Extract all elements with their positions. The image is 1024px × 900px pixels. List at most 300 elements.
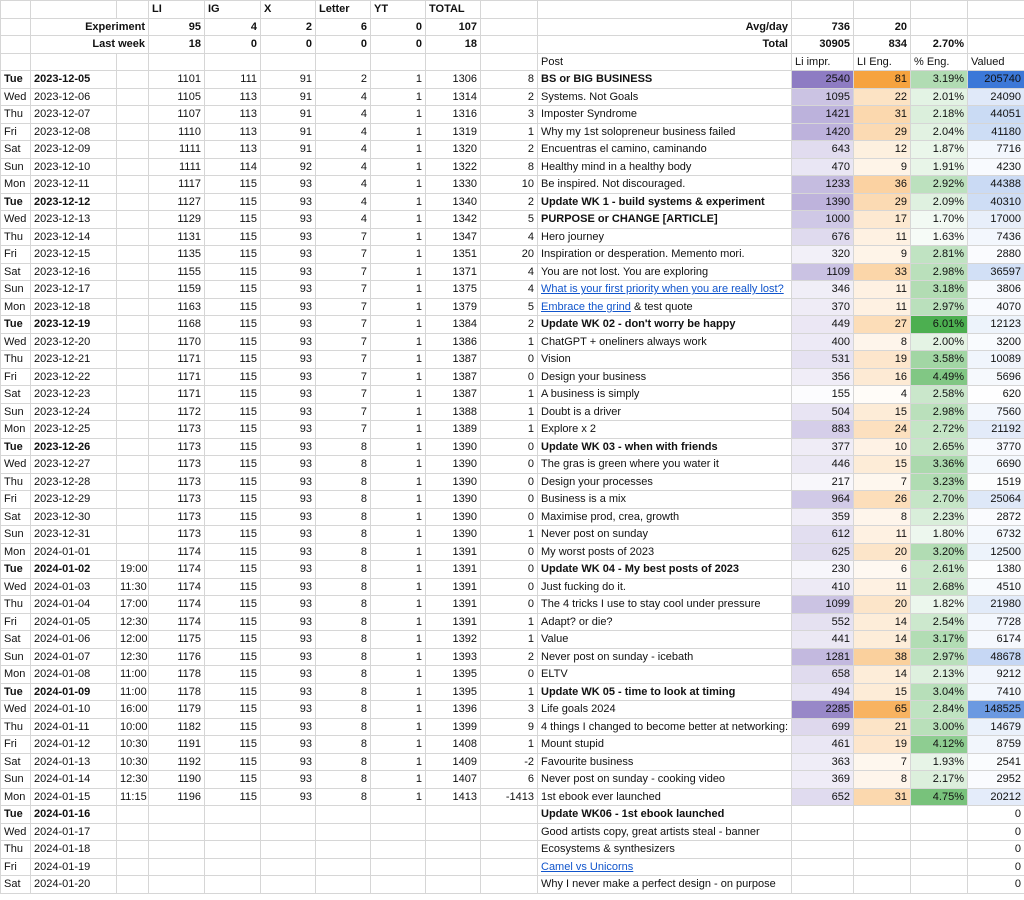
total-impr[interactable]: 30905 xyxy=(792,36,854,54)
letter-cell[interactable]: 7 xyxy=(316,333,371,351)
impr-cell[interactable]: 449 xyxy=(792,316,854,334)
ig-cell[interactable] xyxy=(205,823,261,841)
post-cell[interactable] xyxy=(538,263,792,281)
last-week-yt[interactable]: 0 xyxy=(371,36,426,54)
day-cell[interactable]: Fri xyxy=(1,491,31,509)
total-cell[interactable]: 1413 xyxy=(426,788,481,806)
post-cell[interactable] xyxy=(538,613,792,631)
valued-cell[interactable]: 0 xyxy=(968,823,1024,841)
ig-cell[interactable]: 115 xyxy=(205,561,261,579)
total-cell[interactable]: 1407 xyxy=(426,771,481,789)
impr-cell[interactable]: 531 xyxy=(792,351,854,369)
yt-cell[interactable]: 1 xyxy=(371,771,426,789)
day-cell[interactable]: Tue xyxy=(1,71,31,89)
cell[interactable] xyxy=(481,18,538,36)
date-cell[interactable]: 2023-12-24 xyxy=(31,403,117,421)
delta-cell[interactable]: 2 xyxy=(481,141,538,159)
col-header-x[interactable]: X xyxy=(261,1,316,19)
day-cell[interactable]: Sun xyxy=(1,403,31,421)
letter-cell[interactable]: 8 xyxy=(316,438,371,456)
eng-cell[interactable]: 14 xyxy=(854,631,911,649)
time-cell[interactable] xyxy=(117,158,149,176)
x-cell[interactable]: 93 xyxy=(261,683,316,701)
ig-cell[interactable]: 115 xyxy=(205,683,261,701)
total-cell[interactable]: 1340 xyxy=(426,193,481,211)
time-cell[interactable] xyxy=(117,333,149,351)
delta-cell[interactable]: 1 xyxy=(481,386,538,404)
delta-cell[interactable]: 4 xyxy=(481,228,538,246)
letter-cell[interactable]: 8 xyxy=(316,788,371,806)
day-cell[interactable]: Wed xyxy=(1,701,31,719)
x-cell[interactable]: 93 xyxy=(261,176,316,194)
col-header-ig[interactable]: IG xyxy=(205,1,261,19)
post-cell[interactable] xyxy=(538,491,792,509)
post-cell[interactable] xyxy=(538,648,792,666)
day-cell[interactable]: Sat xyxy=(1,876,31,894)
total-cell[interactable]: 1306 xyxy=(426,71,481,89)
impr-cell[interactable]: 625 xyxy=(792,543,854,561)
pct-cell[interactable]: 3.36% xyxy=(911,456,968,474)
eng-cell[interactable]: 7 xyxy=(854,753,911,771)
total-cell[interactable]: 1390 xyxy=(426,456,481,474)
total-cell[interactable]: 1409 xyxy=(426,753,481,771)
ig-cell[interactable] xyxy=(205,876,261,894)
cell[interactable] xyxy=(316,53,371,71)
letter-cell[interactable] xyxy=(316,858,371,876)
day-cell[interactable]: Fri xyxy=(1,246,31,264)
day-cell[interactable]: Sat xyxy=(1,141,31,159)
yt-cell[interactable]: 1 xyxy=(371,263,426,281)
impr-cell[interactable]: 1233 xyxy=(792,176,854,194)
valued-cell[interactable]: 12123 xyxy=(968,316,1024,334)
col-header-pct[interactable]: % Eng. xyxy=(911,53,968,71)
yt-cell[interactable]: 1 xyxy=(371,578,426,596)
post-link[interactable]: What is your first priority when you are really lost? xyxy=(541,283,784,296)
impr-cell[interactable]: 363 xyxy=(792,753,854,771)
day-cell[interactable]: Wed xyxy=(1,211,31,229)
ig-cell[interactable]: 115 xyxy=(205,438,261,456)
ig-cell[interactable]: 115 xyxy=(205,263,261,281)
yt-cell[interactable]: 1 xyxy=(371,631,426,649)
delta-cell[interactable]: -2 xyxy=(481,753,538,771)
impr-cell[interactable]: 377 xyxy=(792,438,854,456)
date-cell[interactable]: 2023-12-26 xyxy=(31,438,117,456)
letter-cell[interactable]: 4 xyxy=(316,193,371,211)
letter-cell[interactable] xyxy=(316,841,371,859)
ig-cell[interactable]: 115 xyxy=(205,753,261,771)
li-cell[interactable]: 1131 xyxy=(149,228,205,246)
li-cell[interactable]: 1178 xyxy=(149,683,205,701)
total-cell[interactable]: 1391 xyxy=(426,543,481,561)
post-cell[interactable] xyxy=(538,771,792,789)
post-cell[interactable] xyxy=(538,316,792,334)
pct-cell[interactable]: 2.00% xyxy=(911,333,968,351)
date-cell[interactable]: 2023-12-10 xyxy=(31,158,117,176)
pct-cell[interactable]: 4.49% xyxy=(911,368,968,386)
yt-cell[interactable]: 1 xyxy=(371,106,426,124)
cell[interactable] xyxy=(205,53,261,71)
cell[interactable] xyxy=(481,53,538,71)
pct-cell[interactable]: 3.18% xyxy=(911,281,968,299)
time-cell[interactable] xyxy=(117,106,149,124)
li-cell[interactable]: 1182 xyxy=(149,718,205,736)
ig-cell[interactable]: 115 xyxy=(205,491,261,509)
post-link[interactable]: Camel vs Unicorns xyxy=(541,860,634,873)
impr-cell[interactable]: 2285 xyxy=(792,701,854,719)
last-week-ig[interactable]: 0 xyxy=(205,36,261,54)
cell[interactable] xyxy=(117,1,149,19)
impr-cell[interactable]: 643 xyxy=(792,141,854,159)
li-cell[interactable] xyxy=(149,841,205,859)
impr-cell[interactable]: 612 xyxy=(792,526,854,544)
post-cell[interactable] xyxy=(538,736,792,754)
x-cell[interactable] xyxy=(261,876,316,894)
day-cell[interactable]: Mon xyxy=(1,666,31,684)
impr-cell[interactable]: 1421 xyxy=(792,106,854,124)
valued-cell[interactable]: 0 xyxy=(968,858,1024,876)
ig-cell[interactable]: 115 xyxy=(205,543,261,561)
letter-cell[interactable]: 7 xyxy=(316,263,371,281)
valued-cell[interactable]: 2952 xyxy=(968,771,1024,789)
day-cell[interactable]: Wed xyxy=(1,333,31,351)
yt-cell[interactable]: 1 xyxy=(371,403,426,421)
day-cell[interactable]: Fri xyxy=(1,613,31,631)
eng-cell[interactable]: 29 xyxy=(854,123,911,141)
delta-cell[interactable]: 0 xyxy=(481,473,538,491)
total-cell[interactable]: 1351 xyxy=(426,246,481,264)
yt-cell[interactable]: 1 xyxy=(371,316,426,334)
experiment-yt[interactable]: 0 xyxy=(371,18,426,36)
delta-cell[interactable]: -1413 xyxy=(481,788,538,806)
delta-cell[interactable]: 0 xyxy=(481,596,538,614)
pct-cell[interactable]: 1.70% xyxy=(911,211,968,229)
date-cell[interactable]: 2024-01-14 xyxy=(31,771,117,789)
pct-cell[interactable]: 2.72% xyxy=(911,421,968,439)
impr-cell[interactable]: 320 xyxy=(792,246,854,264)
total-cell[interactable] xyxy=(426,823,481,841)
date-cell[interactable]: 2023-12-25 xyxy=(31,421,117,439)
x-cell[interactable]: 93 xyxy=(261,491,316,509)
li-cell[interactable]: 1135 xyxy=(149,246,205,264)
eng-cell[interactable]: 7 xyxy=(854,473,911,491)
col-header-post[interactable]: Post xyxy=(538,53,792,71)
eng-cell[interactable]: 65 xyxy=(854,701,911,719)
col-header-total[interactable]: TOTAL xyxy=(426,1,481,19)
date-cell[interactable]: 2023-12-31 xyxy=(31,526,117,544)
time-cell[interactable]: 12:30 xyxy=(117,613,149,631)
total-cell[interactable] xyxy=(426,876,481,894)
post-cell[interactable] xyxy=(538,193,792,211)
delta-cell[interactable]: 20 xyxy=(481,246,538,264)
impr-cell[interactable] xyxy=(792,841,854,859)
delta-cell[interactable]: 3 xyxy=(481,106,538,124)
pct-cell[interactable]: 2.09% xyxy=(911,193,968,211)
impr-cell[interactable] xyxy=(792,823,854,841)
li-cell[interactable]: 1159 xyxy=(149,281,205,299)
day-cell[interactable]: Sun xyxy=(1,648,31,666)
eng-cell[interactable]: 20 xyxy=(854,543,911,561)
valued-cell[interactable]: 205740 xyxy=(968,71,1024,89)
delta-cell[interactable]: 0 xyxy=(481,508,538,526)
letter-cell[interactable]: 8 xyxy=(316,736,371,754)
post-cell[interactable] xyxy=(538,71,792,89)
pct-cell[interactable]: 1.63% xyxy=(911,228,968,246)
pct-cell[interactable]: 1.93% xyxy=(911,753,968,771)
x-cell[interactable]: 93 xyxy=(261,333,316,351)
total-cell[interactable]: 1342 xyxy=(426,211,481,229)
time-cell[interactable] xyxy=(117,71,149,89)
li-cell[interactable]: 1196 xyxy=(149,788,205,806)
col-header-yt[interactable]: YT xyxy=(371,1,426,19)
letter-cell[interactable] xyxy=(316,823,371,841)
time-cell[interactable]: 19:00 xyxy=(117,561,149,579)
valued-cell[interactable]: 44388 xyxy=(968,176,1024,194)
post-cell[interactable] xyxy=(538,158,792,176)
pct-cell[interactable]: 2.04% xyxy=(911,123,968,141)
day-cell[interactable]: Tue xyxy=(1,438,31,456)
x-cell[interactable]: 93 xyxy=(261,508,316,526)
valued-cell[interactable]: 25064 xyxy=(968,491,1024,509)
x-cell[interactable]: 93 xyxy=(261,456,316,474)
pct-cell[interactable]: 2.58% xyxy=(911,386,968,404)
li-cell[interactable]: 1171 xyxy=(149,386,205,404)
post-cell[interactable] xyxy=(538,246,792,264)
impr-cell[interactable]: 676 xyxy=(792,228,854,246)
ig-cell[interactable]: 115 xyxy=(205,421,261,439)
day-cell[interactable]: Wed xyxy=(1,578,31,596)
post-cell[interactable] xyxy=(538,806,792,824)
eng-cell[interactable]: 31 xyxy=(854,788,911,806)
ig-cell[interactable]: 115 xyxy=(205,228,261,246)
letter-cell[interactable]: 7 xyxy=(316,246,371,264)
li-cell[interactable] xyxy=(149,823,205,841)
pct-cell[interactable] xyxy=(911,876,968,894)
total-eng[interactable]: 834 xyxy=(854,36,911,54)
x-cell[interactable]: 93 xyxy=(261,438,316,456)
eng-cell[interactable]: 11 xyxy=(854,298,911,316)
delta-cell[interactable]: 2 xyxy=(481,316,538,334)
eng-cell[interactable]: 8 xyxy=(854,333,911,351)
yt-cell[interactable]: 1 xyxy=(371,421,426,439)
li-cell[interactable]: 1170 xyxy=(149,333,205,351)
yt-cell[interactable]: 1 xyxy=(371,666,426,684)
yt-cell[interactable]: 1 xyxy=(371,718,426,736)
time-cell[interactable] xyxy=(117,386,149,404)
x-cell[interactable]: 91 xyxy=(261,106,316,124)
valued-cell[interactable]: 2541 xyxy=(968,753,1024,771)
valued-cell[interactable]: 10089 xyxy=(968,351,1024,369)
letter-cell[interactable]: 7 xyxy=(316,316,371,334)
valued-cell[interactable]: 36597 xyxy=(968,263,1024,281)
day-cell[interactable]: Sat xyxy=(1,753,31,771)
post-cell[interactable] xyxy=(538,543,792,561)
valued-cell[interactable]: 148525 xyxy=(968,701,1024,719)
yt-cell[interactable]: 1 xyxy=(371,123,426,141)
valued-cell[interactable]: 6690 xyxy=(968,456,1024,474)
x-cell[interactable]: 92 xyxy=(261,158,316,176)
delta-cell[interactable]: 6 xyxy=(481,771,538,789)
x-cell[interactable] xyxy=(261,806,316,824)
day-cell[interactable]: Wed xyxy=(1,88,31,106)
day-cell[interactable]: Sat xyxy=(1,386,31,404)
impr-cell[interactable]: 1095 xyxy=(792,88,854,106)
ig-cell[interactable]: 115 xyxy=(205,701,261,719)
letter-cell[interactable]: 7 xyxy=(316,368,371,386)
yt-cell[interactable]: 1 xyxy=(371,753,426,771)
total-cell[interactable]: 1391 xyxy=(426,578,481,596)
total-cell[interactable]: 1387 xyxy=(426,368,481,386)
cell[interactable] xyxy=(149,53,205,71)
post-cell[interactable] xyxy=(538,753,792,771)
valued-cell[interactable]: 7410 xyxy=(968,683,1024,701)
letter-cell[interactable]: 8 xyxy=(316,631,371,649)
day-cell[interactable]: Sun xyxy=(1,526,31,544)
total-cell[interactable]: 1387 xyxy=(426,386,481,404)
day-cell[interactable]: Sat xyxy=(1,263,31,281)
x-cell[interactable]: 93 xyxy=(261,281,316,299)
eng-cell[interactable]: 14 xyxy=(854,666,911,684)
eng-cell[interactable]: 4 xyxy=(854,386,911,404)
time-cell[interactable] xyxy=(117,421,149,439)
li-cell[interactable]: 1172 xyxy=(149,403,205,421)
impr-cell[interactable]: 552 xyxy=(792,613,854,631)
yt-cell[interactable]: 1 xyxy=(371,438,426,456)
ig-cell[interactable]: 115 xyxy=(205,771,261,789)
pct-cell[interactable]: 2.01% xyxy=(911,88,968,106)
yt-cell[interactable]: 1 xyxy=(371,368,426,386)
pct-cell[interactable]: 2.81% xyxy=(911,246,968,264)
time-cell[interactable] xyxy=(117,823,149,841)
time-cell[interactable] xyxy=(117,456,149,474)
time-cell[interactable] xyxy=(117,246,149,264)
impr-cell[interactable]: 1390 xyxy=(792,193,854,211)
total-cell[interactable]: 1391 xyxy=(426,596,481,614)
delta-cell[interactable]: 1 xyxy=(481,683,538,701)
li-cell[interactable]: 1168 xyxy=(149,316,205,334)
pct-cell[interactable]: 2.18% xyxy=(911,106,968,124)
impr-cell[interactable]: 370 xyxy=(792,298,854,316)
x-cell[interactable]: 93 xyxy=(261,403,316,421)
ig-cell[interactable]: 115 xyxy=(205,386,261,404)
impr-cell[interactable]: 1281 xyxy=(792,648,854,666)
col-header-letter[interactable]: Letter xyxy=(316,1,371,19)
x-cell[interactable] xyxy=(261,841,316,859)
valued-cell[interactable]: 7716 xyxy=(968,141,1024,159)
x-cell[interactable]: 93 xyxy=(261,561,316,579)
total-cell[interactable]: 1371 xyxy=(426,263,481,281)
col-header-impr[interactable]: Li impr. xyxy=(792,53,854,71)
yt-cell[interactable]: 1 xyxy=(371,386,426,404)
day-cell[interactable]: Thu xyxy=(1,596,31,614)
li-cell[interactable]: 1174 xyxy=(149,543,205,561)
delta-cell[interactable] xyxy=(481,823,538,841)
post-cell[interactable] xyxy=(538,176,792,194)
impr-cell[interactable]: 155 xyxy=(792,386,854,404)
date-cell[interactable]: 2024-01-05 xyxy=(31,613,117,631)
cell[interactable] xyxy=(371,53,426,71)
avg-label[interactable]: Avg/day xyxy=(538,18,792,36)
letter-cell[interactable]: 8 xyxy=(316,753,371,771)
li-cell[interactable]: 1155 xyxy=(149,263,205,281)
impr-cell[interactable]: 359 xyxy=(792,508,854,526)
delta-cell[interactable]: 8 xyxy=(481,158,538,176)
time-cell[interactable]: 11:30 xyxy=(117,578,149,596)
post-cell[interactable] xyxy=(538,718,792,736)
x-cell[interactable]: 93 xyxy=(261,351,316,369)
col-header-valued[interactable]: Valued xyxy=(968,53,1024,71)
date-cell[interactable]: 2024-01-09 xyxy=(31,683,117,701)
pct-cell[interactable]: 6.01% xyxy=(911,316,968,334)
ig-cell[interactable]: 115 xyxy=(205,596,261,614)
letter-cell[interactable]: 8 xyxy=(316,718,371,736)
total-cell[interactable]: 1391 xyxy=(426,561,481,579)
letter-cell[interactable]: 4 xyxy=(316,176,371,194)
cell[interactable] xyxy=(481,1,538,19)
ig-cell[interactable] xyxy=(205,858,261,876)
total-cell[interactable]: 1391 xyxy=(426,613,481,631)
time-cell[interactable] xyxy=(117,228,149,246)
time-cell[interactable] xyxy=(117,491,149,509)
time-cell[interactable] xyxy=(117,141,149,159)
date-cell[interactable]: 2024-01-12 xyxy=(31,736,117,754)
post-cell[interactable] xyxy=(538,596,792,614)
time-cell[interactable] xyxy=(117,193,149,211)
delta-cell[interactable]: 1 xyxy=(481,613,538,631)
pct-cell[interactable]: 1.80% xyxy=(911,526,968,544)
eng-cell[interactable]: 21 xyxy=(854,718,911,736)
li-cell[interactable]: 1173 xyxy=(149,473,205,491)
valued-cell[interactable]: 21980 xyxy=(968,596,1024,614)
post-cell[interactable] xyxy=(538,386,792,404)
post-cell[interactable] xyxy=(538,876,792,894)
ig-cell[interactable]: 115 xyxy=(205,351,261,369)
li-cell[interactable]: 1127 xyxy=(149,193,205,211)
pct-cell[interactable]: 3.23% xyxy=(911,473,968,491)
eng-cell[interactable]: 33 xyxy=(854,263,911,281)
impr-cell[interactable] xyxy=(792,806,854,824)
delta-cell[interactable]: 3 xyxy=(481,701,538,719)
letter-cell[interactable]: 8 xyxy=(316,648,371,666)
eng-cell[interactable]: 17 xyxy=(854,211,911,229)
total-cell[interactable]: 1393 xyxy=(426,648,481,666)
date-cell[interactable]: 2024-01-13 xyxy=(31,753,117,771)
ig-cell[interactable]: 115 xyxy=(205,666,261,684)
yt-cell[interactable]: 1 xyxy=(371,683,426,701)
ig-cell[interactable]: 115 xyxy=(205,578,261,596)
delta-cell[interactable] xyxy=(481,806,538,824)
post-cell[interactable] xyxy=(538,508,792,526)
valued-cell[interactable]: 3770 xyxy=(968,438,1024,456)
delta-cell[interactable]: 0 xyxy=(481,351,538,369)
x-cell[interactable]: 93 xyxy=(261,648,316,666)
delta-cell[interactable]: 0 xyxy=(481,578,538,596)
total-cell[interactable]: 1379 xyxy=(426,298,481,316)
date-cell[interactable]: 2023-12-12 xyxy=(31,193,117,211)
valued-cell[interactable]: 4510 xyxy=(968,578,1024,596)
date-cell[interactable]: 2024-01-01 xyxy=(31,543,117,561)
delta-cell[interactable]: 0 xyxy=(481,456,538,474)
day-cell[interactable]: Sat xyxy=(1,631,31,649)
valued-cell[interactable]: 7728 xyxy=(968,613,1024,631)
date-cell[interactable]: 2024-01-20 xyxy=(31,876,117,894)
ig-cell[interactable] xyxy=(205,841,261,859)
valued-cell[interactable]: 1380 xyxy=(968,561,1024,579)
x-cell[interactable]: 93 xyxy=(261,596,316,614)
impr-cell[interactable]: 446 xyxy=(792,456,854,474)
total-label[interactable]: Total xyxy=(538,36,792,54)
date-cell[interactable]: 2023-12-20 xyxy=(31,333,117,351)
time-cell[interactable] xyxy=(117,351,149,369)
